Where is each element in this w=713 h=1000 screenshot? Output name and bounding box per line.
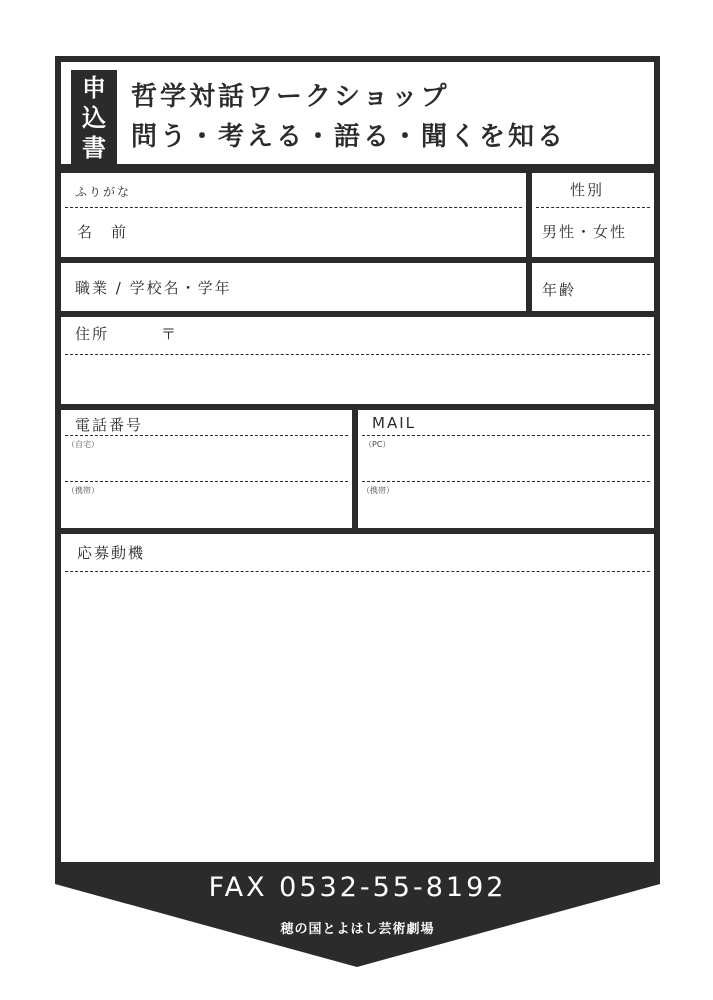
furigana-dash-line — [65, 207, 522, 208]
phone-label: 電話番号 — [75, 416, 144, 434]
stamp-char-3: 書 — [82, 134, 106, 162]
name-label: 名 前 — [77, 223, 129, 241]
phone-mobile-label: （携帯） — [67, 486, 99, 495]
age-label: 年齢 — [542, 281, 577, 299]
phone-cell[interactable] — [61, 410, 352, 528]
motivation-dash-line — [65, 571, 650, 572]
age-cell[interactable] — [532, 263, 654, 311]
fax-number: FAX 0532-55-8192 — [208, 872, 507, 903]
gender-label: 性別 — [570, 181, 605, 199]
address-label: 住所 — [75, 325, 110, 343]
gender-options[interactable]: 男性・女性 — [542, 223, 628, 241]
furigana-label: ふりがな — [75, 185, 132, 199]
mail-mobile-label: （携帯） — [362, 486, 394, 495]
organization-name: 穂の国とよはし芸術劇場 — [280, 922, 435, 937]
mail-dash-line — [362, 435, 650, 436]
occupation-cell[interactable] — [61, 263, 526, 311]
phone-dash-line — [65, 435, 348, 436]
postal-mark: 〒 — [161, 325, 179, 343]
mail-cell[interactable] — [358, 410, 654, 528]
address-dash-line — [65, 354, 650, 355]
mail-pc-label: （PC） — [364, 440, 391, 449]
gender-cell[interactable] — [532, 173, 654, 257]
gender-dash-line — [536, 207, 650, 208]
motivation-cell[interactable] — [61, 534, 654, 862]
occupation-label: 職業 / 学校名・学年 — [75, 279, 232, 297]
phone-home-label: （自宅） — [67, 440, 99, 449]
mail-pc-dash-line — [362, 481, 650, 482]
form-header — [61, 62, 654, 164]
motivation-label: 応募動機 — [77, 544, 146, 562]
workshop-subtitle: 問う・考える・語る・聞くを知る — [131, 122, 567, 152]
mail-label: MAIL — [372, 414, 416, 432]
application-form — [55, 56, 660, 868]
name-cell[interactable] — [61, 173, 526, 257]
application-stamp — [71, 70, 117, 166]
stamp-char-1: 申 — [82, 74, 106, 102]
workshop-title: 哲学対話ワークショップ — [131, 82, 450, 112]
address-cell[interactable] — [61, 317, 654, 404]
stamp-char-2: 込 — [82, 104, 106, 132]
phone-home-dash-line — [65, 481, 348, 482]
